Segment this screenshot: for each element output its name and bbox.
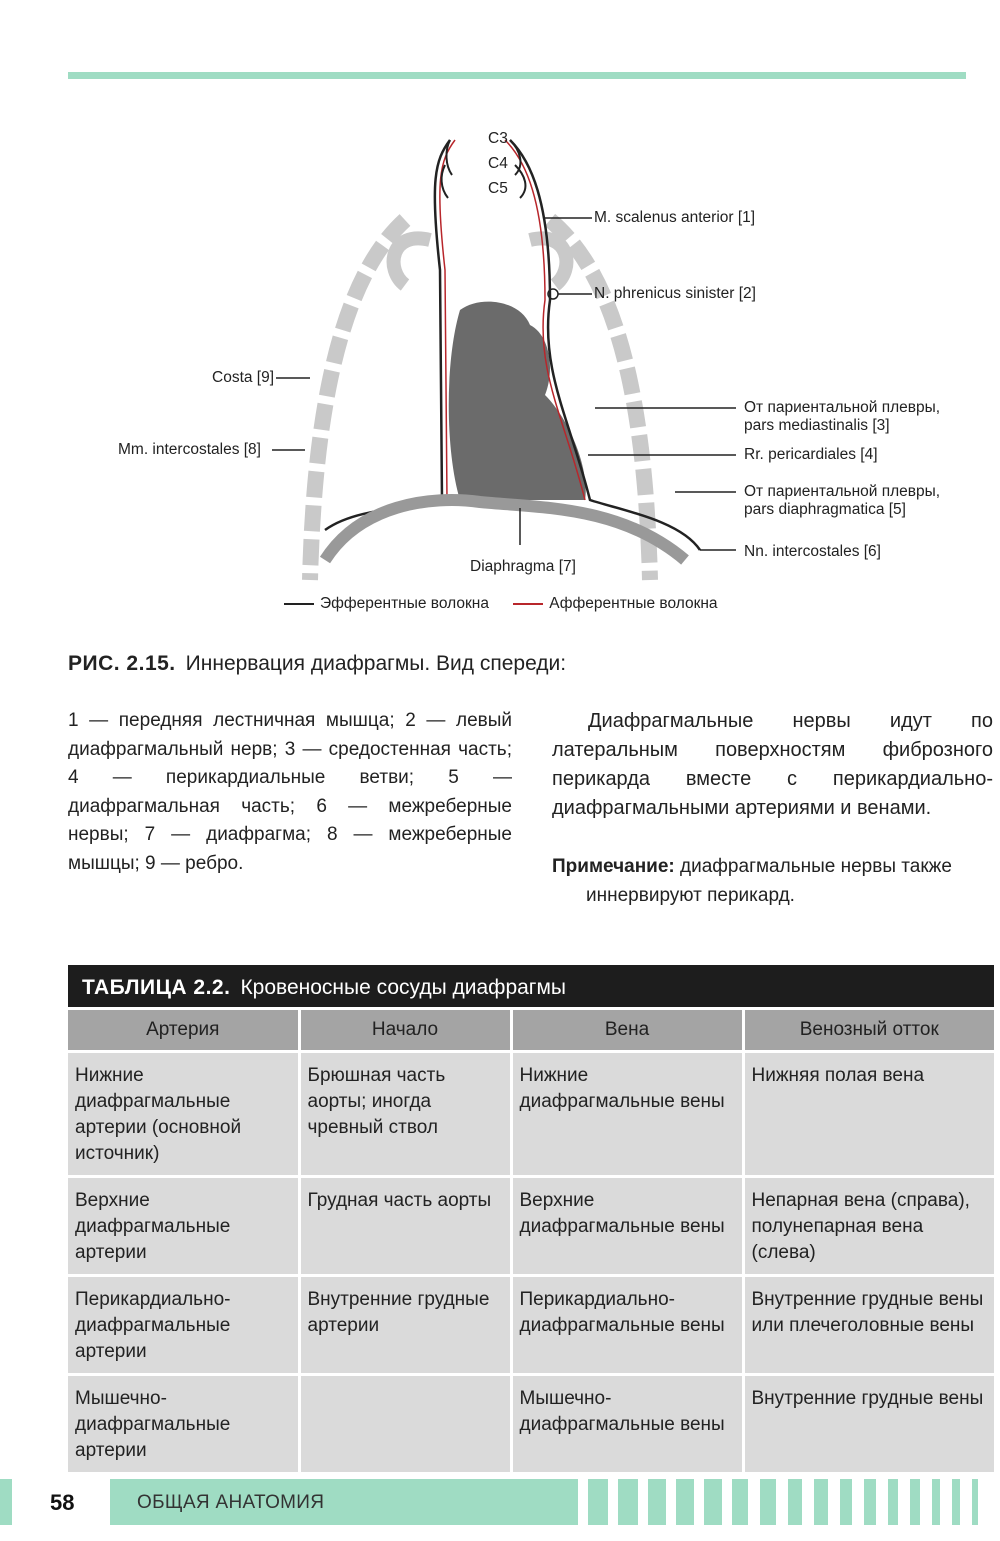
col-header-origin: Начало xyxy=(299,1010,511,1052)
table-cell: Верхние диафрагмальные артерии xyxy=(68,1177,299,1276)
vertebra-c4-label: C4 xyxy=(488,155,508,172)
table-cell: Перикардиально-диафрагмальные артерии xyxy=(68,1276,299,1375)
body-paragraph: Диафрагмальные нервы идут по латеральным поверхностям фиброзного перикарда вместе с перикардиально-диафрагмальными артериями и венами. xyxy=(552,710,993,819)
legend-afferent: Афферентные волокна xyxy=(549,595,718,612)
caption-number: РИС. 2.15. xyxy=(68,652,176,675)
label-mediastinalis-1: От париентальной плевры, xyxy=(744,399,941,416)
table-row xyxy=(68,1276,994,1375)
col-header-artery: Артерия xyxy=(68,1010,299,1052)
table-row xyxy=(68,1052,994,1177)
table-header-bar xyxy=(68,965,994,1007)
heart-shape xyxy=(449,302,586,500)
note-block xyxy=(552,852,993,910)
note-line-1: диафрагмальные нервы также xyxy=(680,856,952,877)
table-cell: Нижние диафрагмальные вены xyxy=(511,1052,743,1177)
label-scalenus: M. scalenus anterior [1] xyxy=(594,209,756,226)
label-pericardiales: Rr. pericardiales [4] xyxy=(744,446,878,463)
table-title: Кровеносные сосуды диафрагмы xyxy=(240,976,566,999)
vertebra-c5-label: C5 xyxy=(488,180,508,197)
vertebra-c3-label: C3 xyxy=(488,130,508,147)
table-cell: Нижняя полая вена xyxy=(743,1052,994,1177)
table-cell: Верхние диафрагмальные вены xyxy=(511,1177,743,1276)
label-diaphragmatica-2: pars diaphragmatica [5] xyxy=(744,501,906,518)
table-cell: Внутренние грудные артерии xyxy=(299,1276,511,1375)
table-row xyxy=(68,1375,994,1473)
efferent-line-swatch xyxy=(284,603,314,605)
table-cell: Мышечно-диафрагмальные вены xyxy=(511,1375,743,1473)
table-cell: Перикардиально-диафрагмальные вены xyxy=(511,1276,743,1375)
label-costa: Costa [9] xyxy=(212,369,275,386)
diaphragm-innervation-figure xyxy=(100,120,980,630)
table-cell: Грудная часть аорты xyxy=(299,1177,511,1276)
col-header-drainage: Венозный отток xyxy=(743,1010,994,1052)
table-cell: Брюшная часть аорты; иногда чревный ствол xyxy=(299,1052,511,1177)
figure-legend xyxy=(284,595,718,613)
diaphragm-dome xyxy=(325,500,685,560)
label-mediastinalis-2: pars mediastinalis [3] xyxy=(744,417,890,434)
blood-vessels-table xyxy=(68,1010,994,1472)
table-cell: Непарная вена (справа), полунепарная вена (слева) xyxy=(743,1177,994,1276)
label-intercostal-muscles: Mm. intercostales [8] xyxy=(118,441,261,458)
first-rib-left xyxy=(394,238,430,285)
table-header-row xyxy=(68,1010,994,1052)
page-number: 58 xyxy=(50,1490,75,1515)
label-intercostal-nerves: Nn. intercostales [6] xyxy=(744,543,881,560)
label-diaphragmatica-1: От париентальной плевры, xyxy=(744,483,941,500)
table-cell: Нижние диафрагмальные артерии (основной источник) xyxy=(68,1052,299,1177)
table-cell xyxy=(299,1375,511,1473)
table-cell: Мышечно-диафрагмальные артерии xyxy=(68,1375,299,1473)
note-label: Примечание: xyxy=(552,856,675,877)
section-name: ОБЩАЯ АНАТОМИЯ xyxy=(137,1492,325,1513)
col-header-vein: Вена xyxy=(511,1010,743,1052)
figure-caption xyxy=(68,652,566,676)
figure-legend-text: 1 — передняя лестничная мышца; 2 — левый диафрагмальный нерв; 3 — средостенная часть; 4 — перикардиальные ветви; 5 — диафрагмальная часть; 6 — межреберные нервы; 7 — диафрагма; 8 — межреберные мышцы; 9 — ребро. xyxy=(68,710,512,874)
table-cell: Внутренние грудные вены xyxy=(743,1375,994,1473)
right-phrenic-nerve xyxy=(325,140,450,530)
label-phrenicus: N. phrenicus sinister [2] xyxy=(594,285,756,302)
table-row xyxy=(68,1177,994,1276)
table-cell: Внутренние грудные вены или плечеголовные вены xyxy=(743,1276,994,1375)
caption-title: Иннервация диафрагмы. Вид спереди: xyxy=(185,652,567,675)
legend-efferent: Эфферентные волокна xyxy=(320,595,489,612)
label-diaphragma: Diaphragma [7] xyxy=(470,558,576,575)
top-accent-rule xyxy=(68,72,966,79)
afferent-line-swatch xyxy=(513,603,543,605)
table-number: ТАБЛИЦА 2.2. xyxy=(82,976,231,999)
note-line-2: иннервируют перикард. xyxy=(586,885,795,906)
